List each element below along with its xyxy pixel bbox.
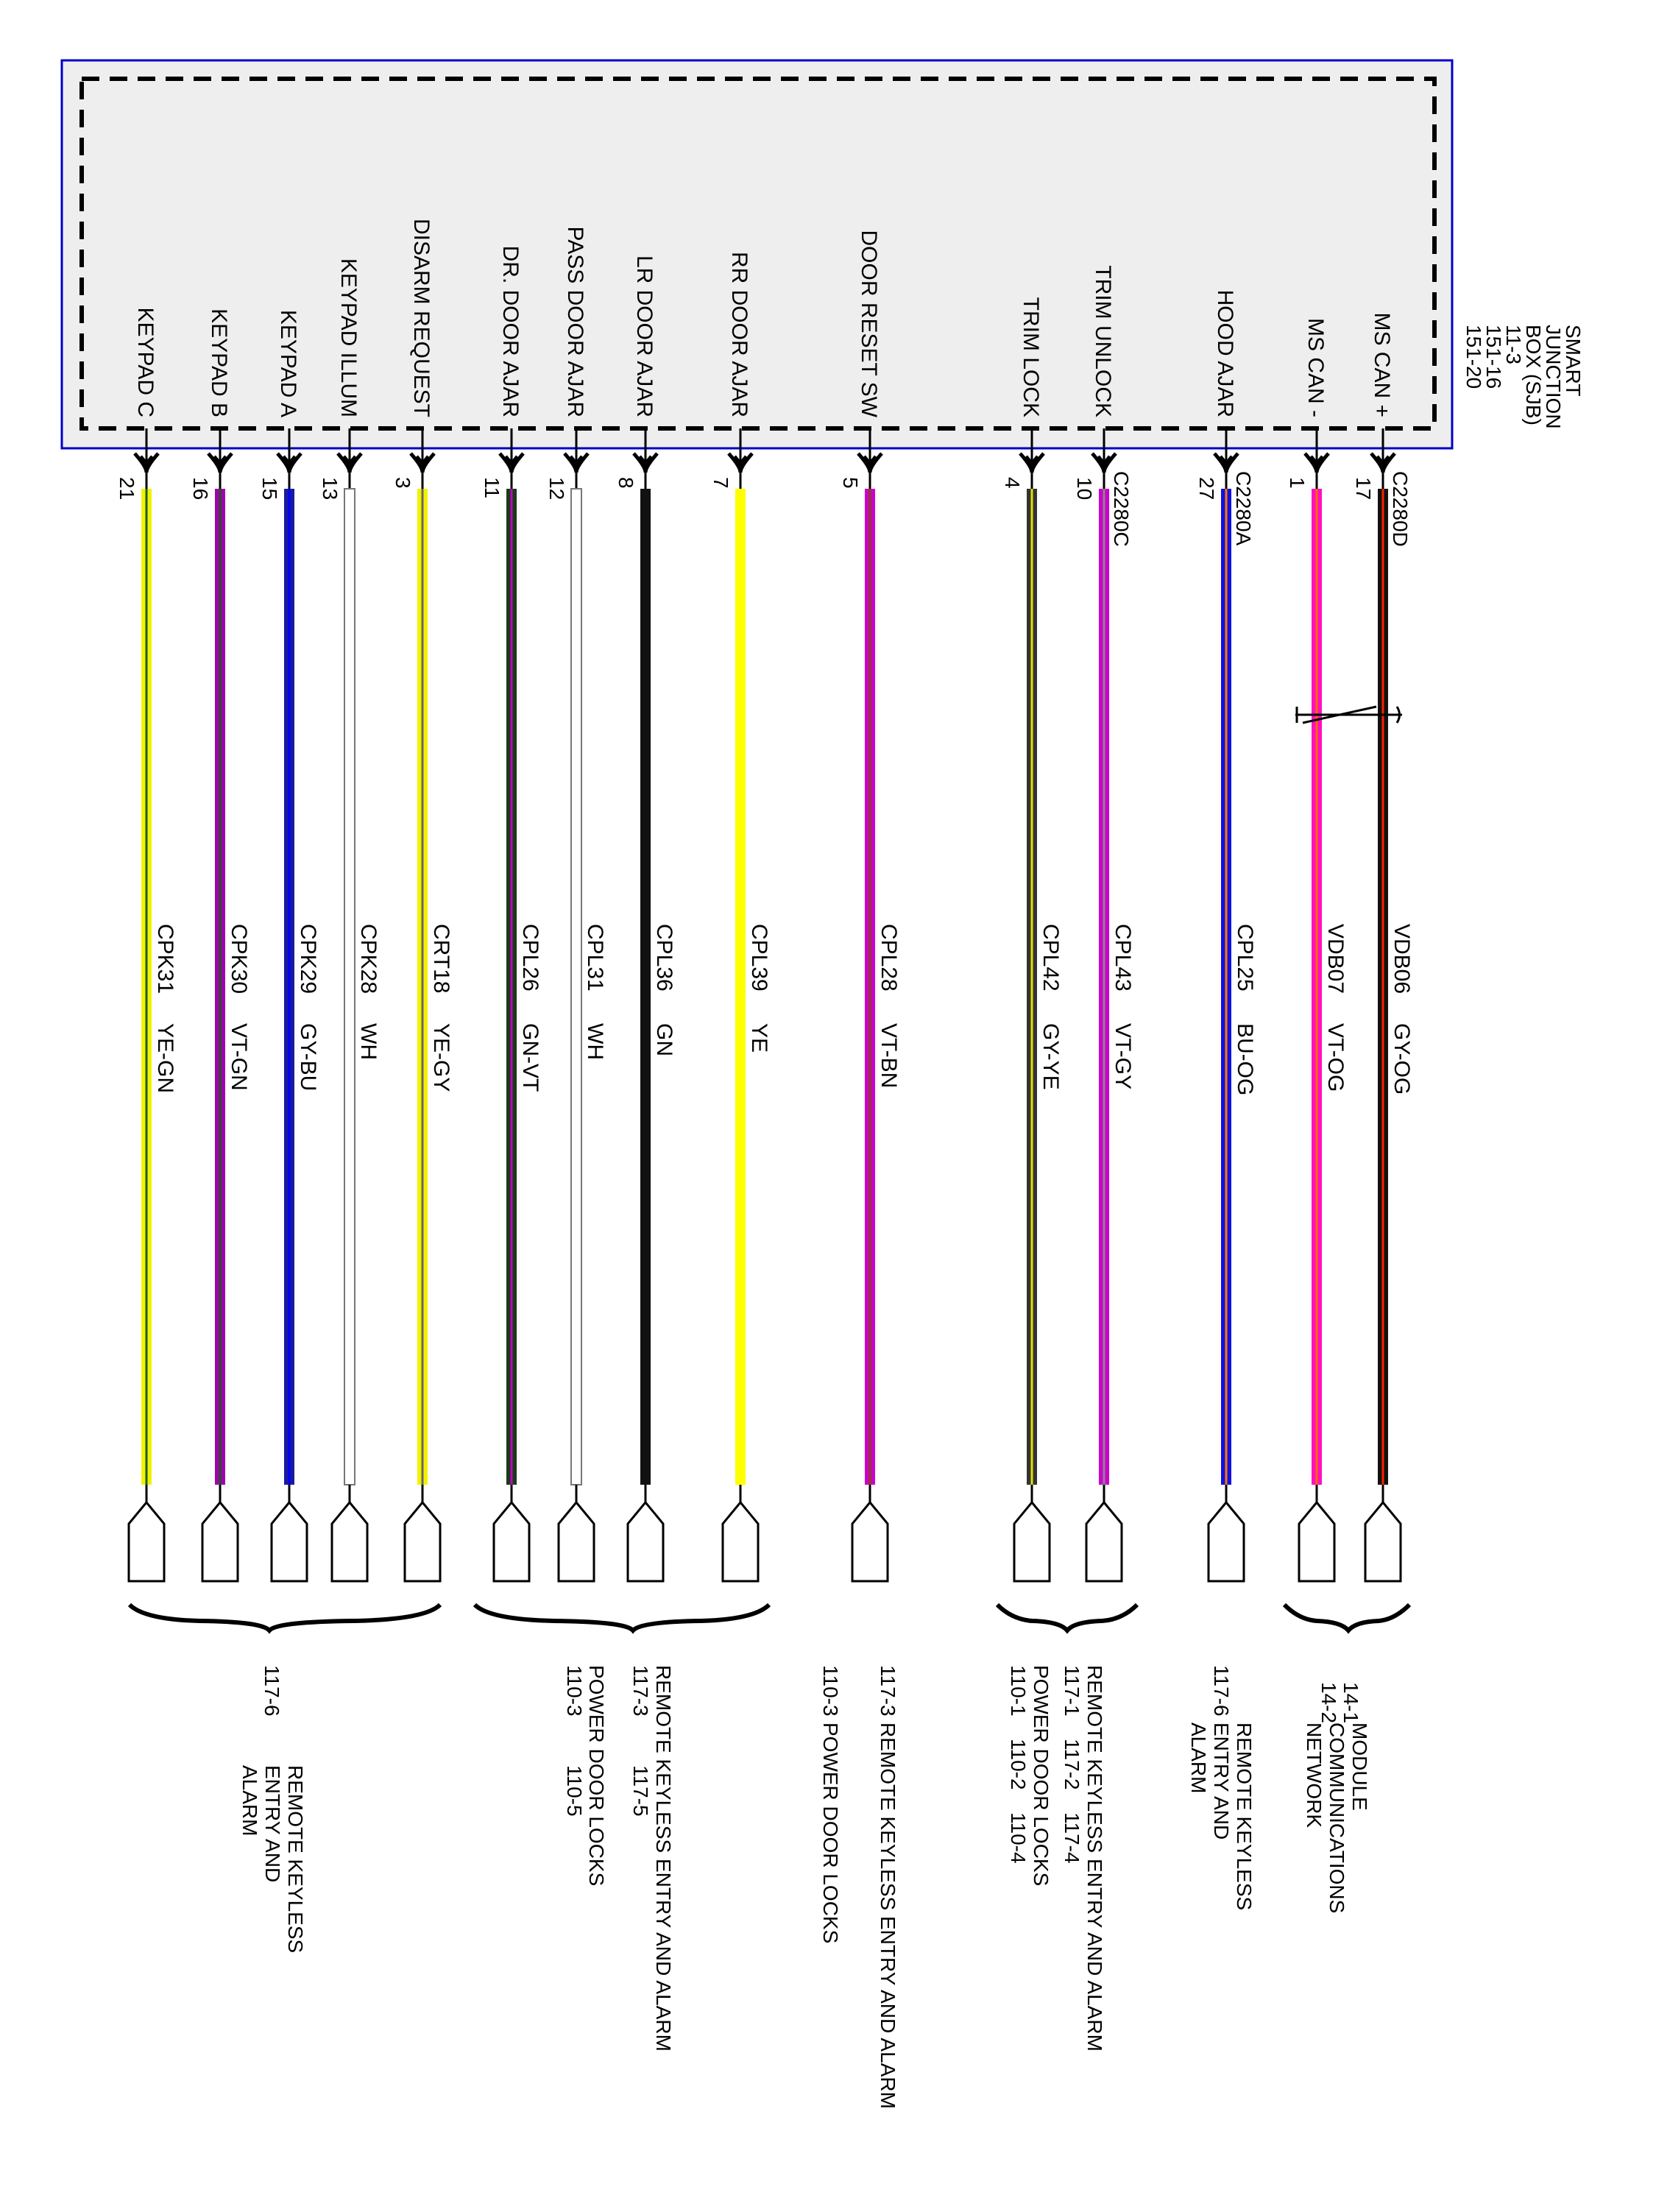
wire-color-code: VT-BN bbox=[877, 1023, 901, 1089]
wire-color-code: GY-BU bbox=[296, 1023, 320, 1092]
wire-termination-icon bbox=[1086, 1502, 1122, 1581]
reference-block bbox=[563, 1665, 586, 1817]
pin-number: 15 bbox=[258, 477, 281, 501]
wire-color-code: WH bbox=[356, 1023, 381, 1060]
wire-cpk29 bbox=[258, 310, 320, 1581]
wire-termination-icon bbox=[332, 1502, 367, 1581]
pin-function-label: MS CAN - bbox=[1303, 318, 1328, 417]
circuit-number: CPL31 bbox=[583, 924, 607, 992]
reference-text: 14-1 bbox=[1340, 1682, 1362, 1724]
connector-id: C2280D bbox=[1389, 471, 1412, 547]
pin-number: 7 bbox=[710, 477, 732, 489]
reference-block bbox=[1187, 1722, 1256, 1910]
reference-text: COMMUNICATIONS bbox=[1326, 1722, 1348, 1914]
reference-block bbox=[1210, 1665, 1233, 1717]
reference-block bbox=[629, 1665, 652, 1817]
reference-text: 117-2 bbox=[1061, 1739, 1083, 1790]
circuit-number: CPK29 bbox=[296, 924, 320, 994]
reference-block bbox=[819, 1665, 842, 1717]
reference-block bbox=[1317, 1682, 1362, 1723]
wire-vdb07 bbox=[1286, 318, 1348, 1581]
wire-termination-icon bbox=[1209, 1502, 1244, 1581]
wire-cpl42 bbox=[1001, 297, 1063, 1581]
pin-number: 27 bbox=[1195, 477, 1218, 501]
reference-block bbox=[1083, 1665, 1106, 2052]
wire-termination-icon bbox=[852, 1502, 888, 1581]
wire-termination-icon bbox=[202, 1502, 238, 1581]
reference-text: POWER DOOR LOCKS bbox=[819, 1722, 842, 1944]
wire-cpk31 bbox=[116, 308, 177, 1582]
module-name-line: 151-20 bbox=[1462, 325, 1485, 389]
reference-text: 117-4 bbox=[1061, 1812, 1083, 1864]
pin-function-label: DR. DOOR AJAR bbox=[498, 245, 523, 417]
reference-text: NETWORK bbox=[1303, 1722, 1326, 1828]
wire-color-code: YE-GY bbox=[429, 1023, 453, 1092]
wire-cpl43 bbox=[1073, 265, 1135, 1581]
reference-text: REMOTE KEYLESS ENTRY AND ALARM bbox=[652, 1665, 675, 2052]
wire-stripe bbox=[1103, 489, 1105, 1485]
circuit-number: CPK31 bbox=[153, 924, 177, 994]
wire-termination-icon bbox=[628, 1502, 663, 1581]
module-label bbox=[1462, 325, 1585, 429]
pin-function-label: DISARM REQUEST bbox=[409, 218, 434, 417]
wire-termination-icon bbox=[723, 1502, 758, 1581]
reference-text: ALARM bbox=[1187, 1722, 1210, 1794]
wire-color-code: GY-YE bbox=[1038, 1023, 1063, 1090]
module-outline bbox=[62, 60, 1452, 448]
pin-function-label: TRIM LOCK bbox=[1019, 297, 1043, 417]
pin-function-label: PASS DOOR AJAR bbox=[563, 226, 587, 417]
wire-stripe bbox=[511, 489, 513, 1485]
reference-text: ALARM bbox=[238, 1765, 261, 1837]
reference-block bbox=[652, 1665, 675, 2052]
wire-termination-icon bbox=[272, 1502, 307, 1581]
circuit-number: CPL39 bbox=[747, 924, 771, 992]
reference-block bbox=[877, 1722, 899, 2109]
reference-text: POWER DOOR LOCKS bbox=[1030, 1665, 1052, 1887]
pin-number: 13 bbox=[319, 477, 342, 501]
circuit-number: CPL28 bbox=[877, 924, 901, 992]
wire-color-code: VT-GY bbox=[1111, 1023, 1135, 1090]
pin-function-label: LR DOOR AJAR bbox=[632, 255, 657, 417]
reference-text: 110-4 bbox=[1007, 1812, 1030, 1864]
pin-function-label: RR DOOR AJAR bbox=[727, 251, 751, 417]
reference-text: 110-5 bbox=[563, 1765, 586, 1817]
wire-color-code: YE bbox=[747, 1023, 771, 1053]
circuit-number: CPK30 bbox=[227, 924, 251, 994]
wire-body bbox=[344, 489, 355, 1485]
wire-stripe bbox=[422, 489, 424, 1485]
reference-text: ENTRY AND bbox=[1210, 1722, 1233, 1840]
wire-color-code: VT-OG bbox=[1323, 1023, 1348, 1092]
pin-number: 11 bbox=[481, 477, 503, 499]
wire-color-code: WH bbox=[583, 1023, 607, 1060]
wire-stripe bbox=[1031, 489, 1033, 1485]
reference-text: POWER DOOR LOCKS bbox=[585, 1665, 608, 1887]
reference-text: REMOTE KEYLESS ENTRY AND ALARM bbox=[877, 1722, 899, 2109]
reference-text: REMOTE KEYLESS bbox=[1233, 1722, 1256, 1911]
circuit-number: CPL42 bbox=[1038, 924, 1063, 992]
reference-block bbox=[1303, 1722, 1371, 1913]
reference-block bbox=[1030, 1665, 1052, 1886]
wire-body bbox=[640, 489, 651, 1485]
pin-number: 10 bbox=[1073, 477, 1096, 501]
wire-termination-icon bbox=[405, 1502, 440, 1581]
wire-body bbox=[571, 489, 581, 1485]
wire-termination-icon bbox=[1299, 1502, 1334, 1581]
pin-number: 8 bbox=[615, 477, 637, 489]
pin-number: 16 bbox=[189, 477, 212, 501]
reference-text: 14-2 bbox=[1317, 1682, 1340, 1724]
pin-number: 12 bbox=[545, 477, 568, 501]
reference-text: REMOTE KEYLESS bbox=[284, 1765, 307, 1954]
pin-function-label: TRIM UNLOCK bbox=[1091, 265, 1115, 417]
references bbox=[238, 1665, 1371, 2109]
reference-block bbox=[1061, 1665, 1083, 1864]
wire-color-code: YE-GN bbox=[153, 1023, 177, 1094]
pin-function-label: KEYPAD B bbox=[207, 308, 231, 417]
reference-block bbox=[877, 1665, 899, 1717]
reference-text: 117-6 bbox=[261, 1665, 283, 1717]
wire-termination-icon bbox=[1365, 1502, 1401, 1581]
group-brace bbox=[475, 1605, 769, 1630]
reference-block bbox=[585, 1665, 608, 1886]
module-name-line: BOX (SJB) bbox=[1522, 325, 1545, 425]
wire-cpk30 bbox=[189, 308, 251, 1581]
pin-number: 5 bbox=[839, 477, 862, 489]
circuit-number: CPL26 bbox=[518, 924, 542, 992]
wire-stripe bbox=[219, 489, 222, 1485]
circuit-number: CPK28 bbox=[356, 924, 381, 994]
reference-text: 117-6 bbox=[1210, 1665, 1233, 1717]
circuit-number: VDB06 bbox=[1390, 924, 1414, 994]
reference-text: 110-3 bbox=[563, 1665, 586, 1717]
wire-body bbox=[735, 489, 746, 1485]
wire-termination-icon bbox=[559, 1502, 594, 1581]
reference-text: 117-5 bbox=[629, 1765, 652, 1817]
pin-number: 21 bbox=[116, 477, 138, 501]
reference-text: 117-3 bbox=[629, 1665, 652, 1717]
circuit-number: CPL43 bbox=[1111, 924, 1135, 992]
wire-color-code: GN bbox=[652, 1023, 676, 1056]
reference-text: 110-2 bbox=[1007, 1739, 1030, 1790]
wire-stripe bbox=[146, 489, 148, 1485]
pin-function-label: HOOD AJAR bbox=[1213, 289, 1237, 417]
wire-stripe bbox=[289, 489, 291, 1485]
pin-number: 17 bbox=[1352, 477, 1375, 501]
pin-function-label: MS CAN + bbox=[1370, 312, 1394, 417]
wire-cpk28 bbox=[319, 258, 381, 1581]
pin-number: 4 bbox=[1001, 477, 1024, 489]
reference-text: ENTRY AND bbox=[261, 1765, 284, 1883]
reference-text: REMOTE KEYLESS ENTRY AND ALARM bbox=[1083, 1665, 1106, 2052]
group-brace bbox=[997, 1605, 1137, 1630]
reference-text: 110-3 bbox=[819, 1665, 842, 1717]
module-name-line: 11-3 bbox=[1502, 325, 1525, 364]
wire-cpl36 bbox=[615, 255, 676, 1581]
circuit-number: CPL25 bbox=[1233, 924, 1257, 992]
circuit-number: CRT18 bbox=[429, 924, 453, 994]
reference-text: 110-1 bbox=[1007, 1665, 1030, 1717]
reference-block bbox=[819, 1722, 842, 1943]
wire-stripe bbox=[1225, 489, 1228, 1485]
module-name-line: JUNCTION bbox=[1542, 325, 1565, 429]
wire-stripe bbox=[869, 489, 871, 1485]
connector-id: C2280A bbox=[1232, 471, 1255, 546]
circuit-number: CPL36 bbox=[652, 924, 676, 992]
pin-function-label: KEYPAD ILLUM bbox=[336, 258, 361, 417]
wire-color-code: VT-GN bbox=[227, 1023, 251, 1091]
reference-block bbox=[261, 1665, 283, 1717]
wire-color-code: BU-OG bbox=[1233, 1023, 1257, 1096]
group-brace bbox=[130, 1605, 440, 1630]
pin-function-label: KEYPAD A bbox=[276, 309, 300, 417]
connector-id: C2280C bbox=[1110, 471, 1133, 547]
reference-text: 117-3 bbox=[877, 1665, 899, 1717]
module-name-line: SMART bbox=[1562, 325, 1585, 397]
pin-number: 3 bbox=[392, 477, 414, 489]
circuit-number: VDB07 bbox=[1323, 924, 1348, 994]
pin-function-label: KEYPAD C bbox=[133, 307, 158, 417]
wire-vdb06 bbox=[1352, 312, 1414, 1581]
wire-termination-icon bbox=[129, 1502, 164, 1581]
wire-termination-icon bbox=[494, 1502, 529, 1581]
reference-text: MODULE bbox=[1348, 1722, 1371, 1811]
wire-color-code: GY-OG bbox=[1390, 1023, 1414, 1095]
reference-block bbox=[1007, 1665, 1030, 1864]
braces bbox=[130, 1605, 1409, 1630]
wire-termination-icon bbox=[1014, 1502, 1050, 1581]
pin-function-label: DOOR RESET SW bbox=[857, 230, 881, 417]
reference-block bbox=[238, 1765, 307, 1953]
group-brace bbox=[1284, 1605, 1409, 1630]
wire-color-code: GN-VT bbox=[518, 1023, 542, 1092]
wire-stripe bbox=[1316, 489, 1318, 1485]
wire-cpl39 bbox=[710, 252, 771, 1581]
wire-cpl25 bbox=[1195, 290, 1257, 1581]
pin-number: 1 bbox=[1286, 477, 1309, 489]
module-name-line: 151-16 bbox=[1482, 325, 1505, 389]
reference-text: 117-1 bbox=[1061, 1665, 1083, 1717]
wire-stripe bbox=[1382, 489, 1384, 1485]
